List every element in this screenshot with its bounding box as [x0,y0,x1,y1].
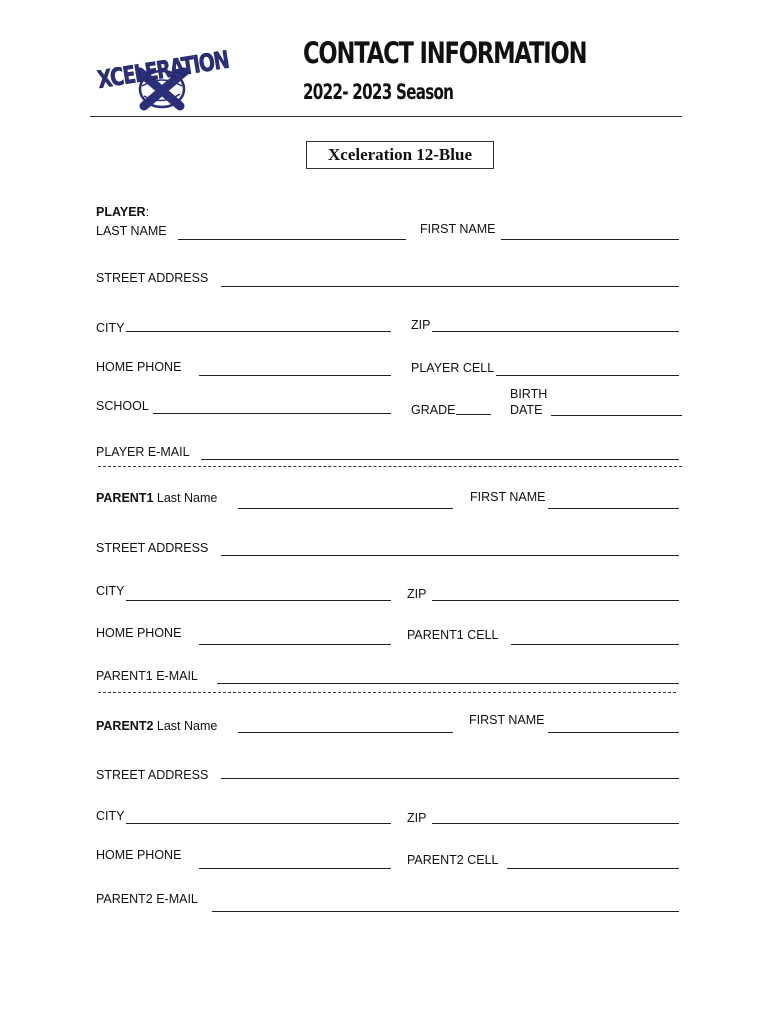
parent1-street-field[interactable] [221,555,679,556]
section-divider [98,466,682,467]
parent2-city-label: CITY [96,809,125,823]
parent2-home-phone-label: HOME PHONE [96,848,182,862]
player-school-label: SCHOOL [96,399,149,413]
parent2-cell-label: PARENT2 CELL [407,853,499,867]
player-email-field[interactable] [201,459,679,460]
parent2-first-name-field[interactable] [548,732,679,733]
parent2-street-field[interactable] [221,778,679,779]
parent2-email-label: PARENT2 E-MAIL [96,892,198,906]
parent1-home-phone-field[interactable] [199,644,391,645]
parent2-cell-field[interactable] [507,868,679,869]
parent2-email-field[interactable] [212,911,679,912]
player-date-label: DATE [510,403,543,417]
page-title: CONTACT INFORMATION [303,36,587,70]
xceleration-logo [92,34,266,110]
parent1-first-name-label: FIRST NAME [470,490,546,504]
parent1-first-name-field[interactable] [548,508,679,509]
parent1-zip-label: ZIP [407,587,427,601]
player-home-phone-field[interactable] [199,375,391,376]
player-grade-label: GRADE [411,403,456,417]
player-cell-field[interactable] [496,375,679,376]
player-zip-field[interactable] [432,331,679,332]
player-grade-field[interactable] [456,414,491,415]
player-city-field[interactable] [126,331,391,332]
season-label: 2022- 2023 Season [303,80,454,104]
player-last-name-field[interactable] [178,239,406,240]
player-home-phone-label: HOME PHONE [96,360,182,374]
parent1-cell-field[interactable] [511,644,679,645]
player-first-name-label: FIRST NAME [420,222,496,236]
parent1-zip-field[interactable] [432,600,679,601]
parent2-first-name-label: FIRST NAME [469,713,545,727]
player-email-label: PLAYER E-MAIL [96,445,190,459]
player-section-title [96,205,149,219]
player-street-label: STREET ADDRESS [96,271,209,285]
parent1-heading: PARENT1 [96,491,154,505]
player-city-label: CITY [96,321,125,335]
team-name-box: Xceleration 12-Blue [306,141,494,169]
player-birth-label: BIRTH [510,387,548,401]
player-heading-colon: : [145,205,150,219]
parent2-last-name-label [96,719,217,733]
parent2-heading: PARENT2 [96,719,154,733]
parent1-city-field[interactable] [126,600,391,601]
parent1-city-label: CITY [96,584,125,598]
player-school-field[interactable] [153,413,391,414]
parent2-street-label: STREET ADDRESS [96,768,209,782]
parent1-street-label: STREET ADDRESS [96,541,209,555]
parent2-home-phone-field[interactable] [199,868,391,869]
player-first-name-field[interactable] [501,239,679,240]
parent2-last-name-field[interactable] [238,732,453,733]
player-street-field[interactable] [221,286,679,287]
parent1-last-name-field[interactable] [238,508,453,509]
player-cell-label: PLAYER CELL [411,361,495,375]
parent1-home-phone-label: HOME PHONE [96,626,182,640]
logo-text: XCELERATION [95,40,266,95]
parent2-city-field[interactable] [126,823,391,824]
player-birth-date-field[interactable] [551,415,682,416]
parent2-zip-label: ZIP [407,811,427,825]
player-last-name-label: LAST NAME [96,224,167,238]
header-divider [90,116,682,117]
player-heading: PLAYER [96,205,146,219]
parent1-email-label: PARENT1 E-MAIL [96,669,198,683]
parent1-last-name-text: Last Name [153,491,218,505]
parent2-last-name-text: Last Name [153,719,218,733]
parent1-cell-label: PARENT1 CELL [407,628,499,642]
section-divider [98,692,676,693]
parent1-last-name-label [96,491,217,505]
player-zip-label: ZIP [411,318,431,332]
parent2-zip-field[interactable] [432,823,679,824]
parent1-email-field[interactable] [217,683,679,684]
